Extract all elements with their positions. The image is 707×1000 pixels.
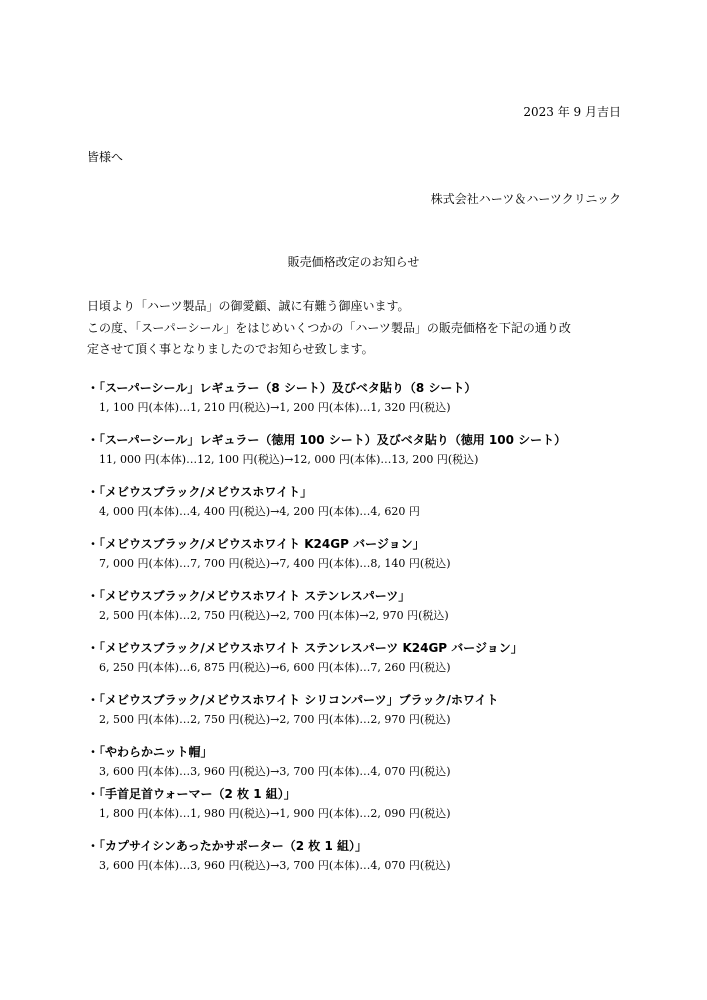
price-item bbox=[87, 430, 647, 470]
product-name: ・「手首足首ウォーマー（2 枚 1 組）」 bbox=[87, 787, 296, 801]
product-name: ・「メビウスブラック/メビウスホワイト シリコンパーツ」ブラック/ホワイト bbox=[87, 693, 499, 707]
product-name: ・「カプサイシンあったかサポーター（2 枚 1 組）」 bbox=[87, 839, 367, 853]
body-line: 日頃より「ハーツ製品」の御愛顧、誠に有難う御座います。 bbox=[87, 299, 410, 313]
body-line: この度、「スーパーシール」をはじめいくつかの「ハーツ製品」の販売価格を下記の通り改 bbox=[87, 320, 571, 335]
product-price: 6, 250 円(本体)…6, 875 円(税込)→6, 600 円(本体)…7, 260 円(税込) bbox=[99, 661, 451, 674]
document-title: 販売価格改定のお知らせ bbox=[287, 255, 420, 269]
product-price: 3, 600 円(本体)…3, 960 円(税込)→3, 700 円(本体)…4, 070 円(税込) bbox=[99, 765, 451, 778]
price-item bbox=[87, 742, 647, 782]
product-price: 4, 000 円(本体)…4, 400 円(税込)→4, 200 円(本体)…4, 620 円 bbox=[99, 505, 420, 518]
product-name: ・「スーパーシール」レギュラー（徳用 100 シート）及びベタ貼り（徳用 100 シート） bbox=[87, 433, 567, 447]
price-item bbox=[87, 534, 647, 574]
issue-date: 2023 年 9 月吉日 bbox=[523, 105, 621, 119]
price-list bbox=[87, 378, 647, 876]
product-name: ・「メビウスブラック/メビウスホワイト ステンレスパーツ K24GP バージョン」 bbox=[87, 641, 523, 655]
price-item bbox=[87, 836, 647, 876]
product-price: 3, 600 円(本体)…3, 960 円(税込)→3, 700 円(本体)…4, 070 円(税込) bbox=[99, 859, 451, 872]
price-item bbox=[87, 690, 647, 730]
body-text bbox=[87, 296, 622, 361]
product-price: 2, 500 円(本体)…2, 750 円(税込)→2, 700 円(本体)…2, 970 円(税込) bbox=[99, 713, 451, 726]
product-price: 1, 800 円(本体)…1, 980 円(税込)→1, 900 円(本体)…2, 090 円(税込) bbox=[99, 807, 451, 820]
price-item bbox=[87, 784, 647, 824]
body-line: 定させて頂く事となりましたのでお知らせ致します。 bbox=[87, 342, 374, 356]
recipient: 皆様へ bbox=[87, 150, 124, 164]
price-item bbox=[87, 378, 647, 418]
price-item bbox=[87, 638, 647, 678]
product-price: 2, 500 円(本体)…2, 750 円(税込)→2, 700 円(本体)→2, 970 円(税込) bbox=[99, 609, 449, 622]
product-name: ・「メビウスブラック/メビウスホワイト K24GP バージョン」 bbox=[87, 537, 425, 551]
price-item bbox=[87, 586, 647, 626]
product-price: 11, 000 円(本体)…12, 100 円(税込)→12, 000 円(本体)…13, 200 円(税込) bbox=[99, 453, 479, 466]
product-name: ・「スーパーシール」レギュラー（8 シート）及びベタ貼り（8 シート） bbox=[87, 381, 477, 395]
product-price: 1, 100 円(本体)…1, 210 円(税込)→1, 200 円(本体)…1, 320 円(税込) bbox=[99, 401, 451, 414]
price-item bbox=[87, 482, 647, 522]
company-name: 株式会社ハーツ＆ハーツクリニック bbox=[430, 192, 621, 206]
product-name: ・「やわらかニット帽」 bbox=[87, 745, 213, 759]
product-name: ・「メビウスブラック/メビウスホワイト ステンレスパーツ」 bbox=[87, 589, 411, 603]
product-name: ・「メビウスブラック/メビウスホワイト」 bbox=[87, 485, 313, 499]
product-price: 7, 000 円(本体)…7, 700 円(税込)→7, 400 円(本体)…8, 140 円(税込) bbox=[99, 557, 451, 570]
